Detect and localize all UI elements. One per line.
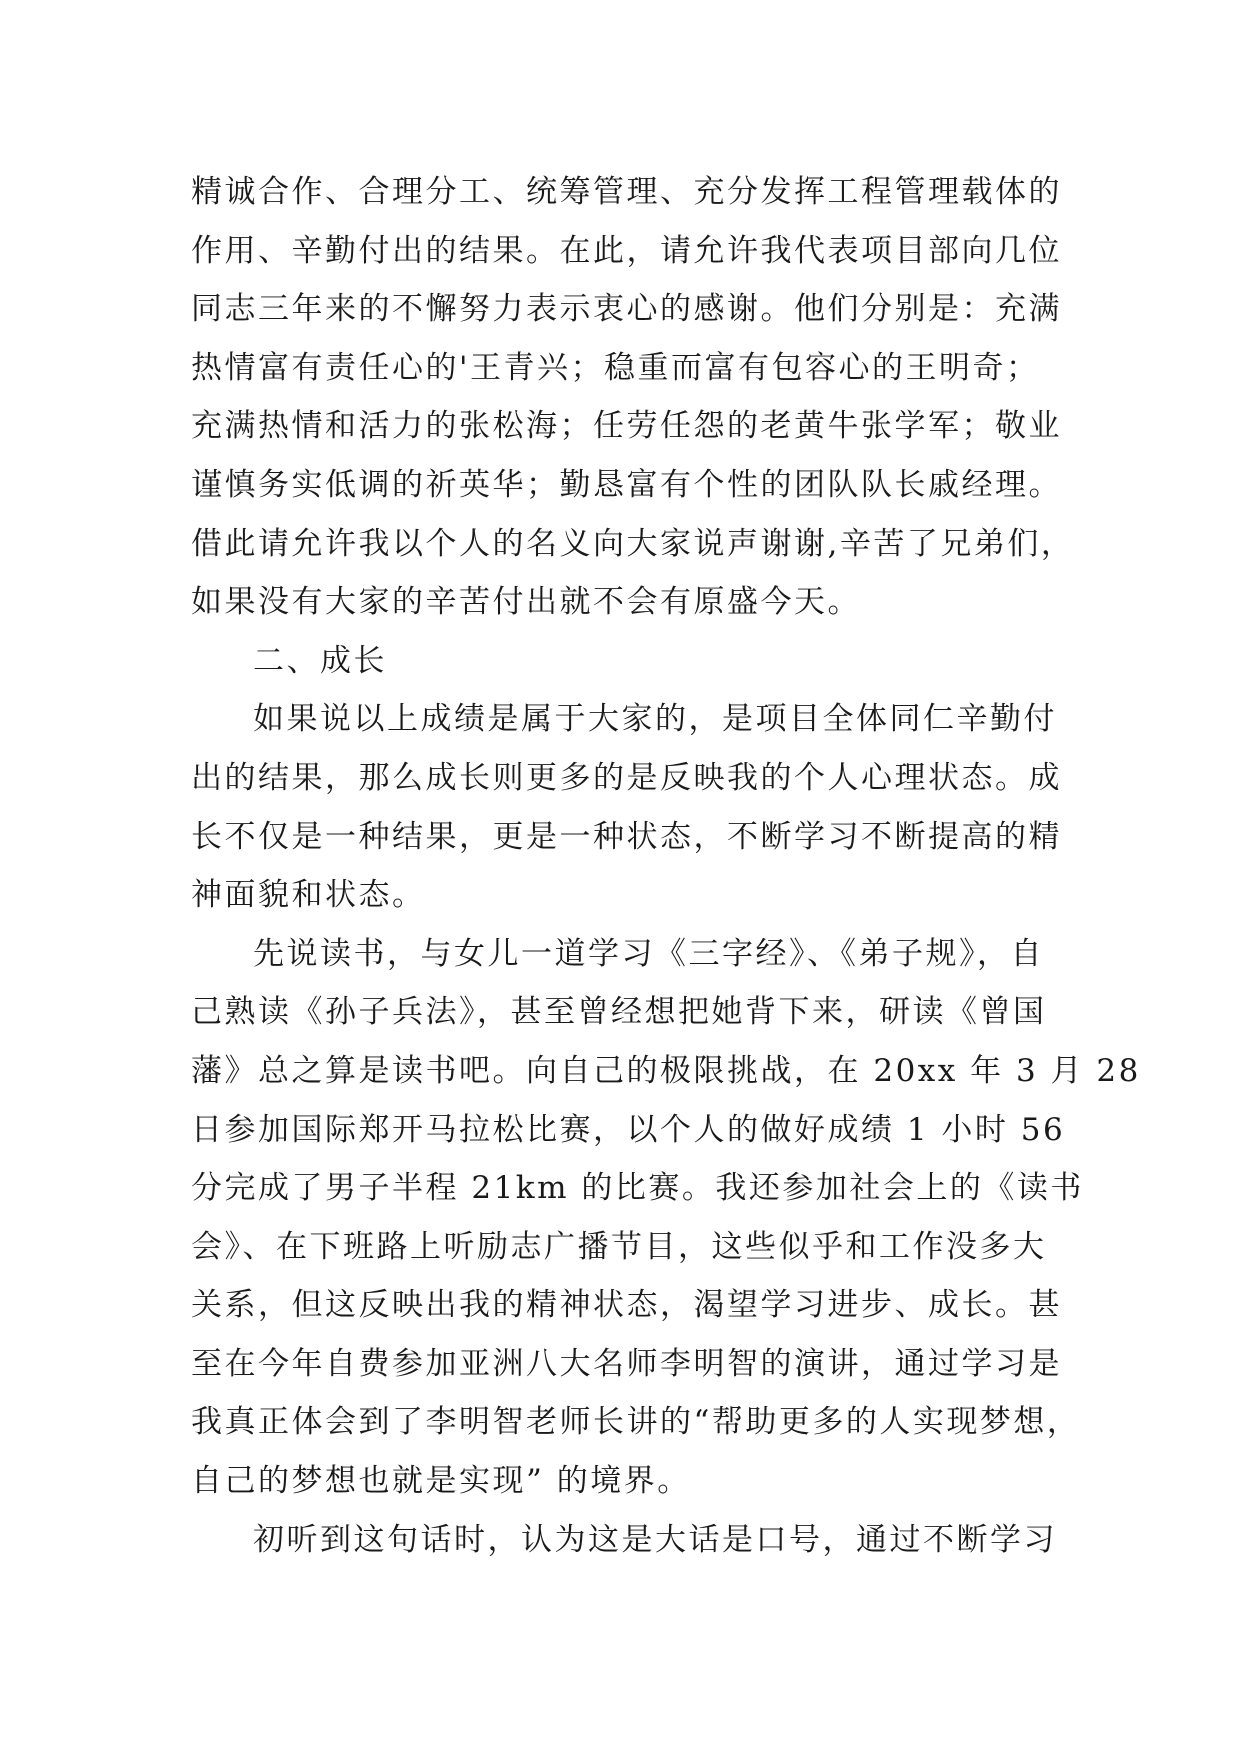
text-line: 分完成了男子半程 21km 的比赛。我还参加社会上的《读书 [191, 1170, 1084, 1207]
section-heading-growth [191, 632, 1061, 691]
text-line: 自己的梦想也就是实现” 的境界。 [191, 1463, 691, 1500]
text-line: 日参加国际郑开马拉松比赛，以个人的做好成绩 1 小时 56 [191, 1111, 1066, 1148]
text-line: 神面貌和状态。 [191, 877, 426, 914]
paragraph-growth-intro [191, 690, 1061, 924]
text-line: 先说读书，与女儿一道学习《三字经》、《弟子规》，自 [253, 935, 1044, 972]
text-line: 我真正体会到了李明智老师长讲的“帮助更多的人实现梦想， [191, 1404, 1081, 1441]
text-line: 如果没有大家的辛苦付出就不会有原盛今天。 [191, 584, 861, 621]
document-body [191, 163, 1141, 1569]
text-line: 同志三年来的不懈努力表示衷心的感谢。他们分别是：充满 [191, 291, 1062, 328]
section-heading: 二、成长 [253, 642, 387, 679]
text-line: 如果说以上成绩是属于大家的，是项目全体同仁辛勤付 [253, 701, 1057, 738]
text-line: 作用、辛勤付出的结果。在此，请允许我代表项目部向几位 [191, 232, 1062, 269]
text-line: 长不仅是一种结果，更是一种状态，不断学习不断提高的精 [191, 818, 1062, 855]
paragraph-first-heard [191, 1511, 1061, 1570]
text-line: 藩》总之算是读书吧。向自己的极限挑战，在 20xx 年 3 月 28 [191, 1052, 1141, 1089]
text-line: 借此请允许我以个人的名义向大家说声谢谢,辛苦了兄弟们， [191, 525, 1075, 562]
text-line: 出的结果，那么成长则更多的是反映我的个人心理状态。成 [191, 759, 1062, 796]
text-line: 充满热情和活力的张松海；任劳任怨的老黄牛张学军；敬业 [191, 408, 1062, 445]
text-line: 谨慎务实低调的祈英华；勤恳富有个性的团队队长戚经理。 [191, 466, 1062, 503]
text-line: 己熟读《孙子兵法》，甚至曾经想把她背下来，研读《曾国 [191, 994, 1047, 1031]
text-line: 精诚合作、合理分工、统筹管理、充分发挥工程管理载体的 [191, 174, 1062, 210]
text-line: 至在今年自费参加亚洲八大名师李明智的演讲，通过学习是 [191, 1345, 1062, 1382]
paragraph-reading [191, 925, 1141, 1511]
text-line: 初听到这句话时，认为这是大话是口号，通过不断学习 [253, 1521, 1057, 1558]
text-line: 热情富有责任心的'王青兴；稳重而富有包容心的王明奇； [191, 349, 1040, 386]
text-line: 会》、在下班路上听励志广播节目，这些似乎和工作没多大 [191, 1228, 1047, 1265]
text-line: 关系，但这反映出我的精神状态，渴望学习进步、成长。甚 [191, 1287, 1062, 1324]
paragraph-acknowledgements [191, 163, 1075, 632]
